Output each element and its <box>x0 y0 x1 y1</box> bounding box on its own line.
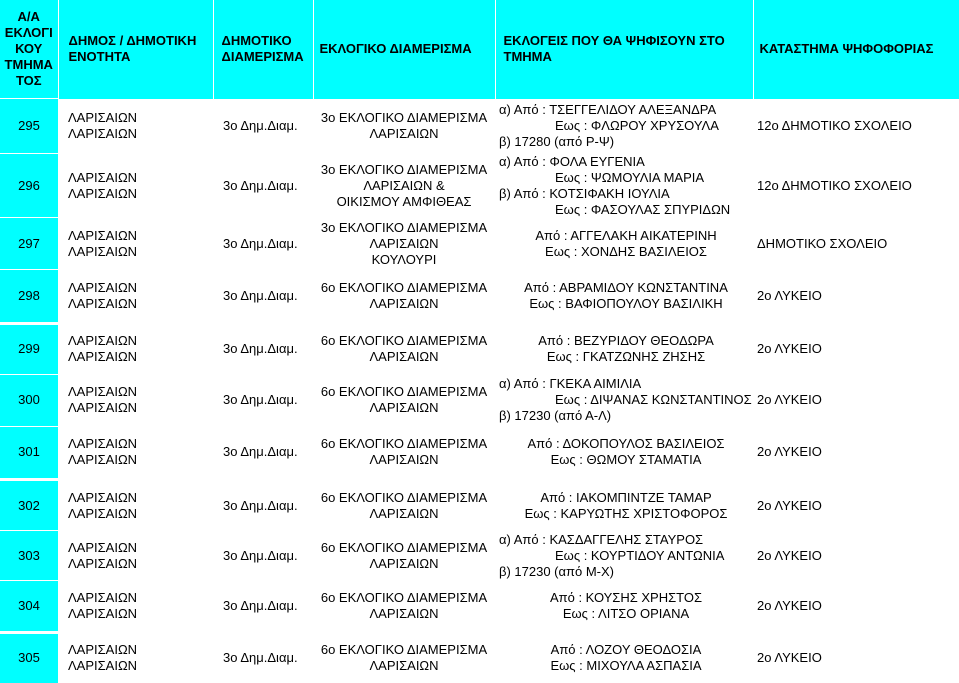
voters-range-line: Από : ΔΟΚΟΠΟΥΛΟΣ ΒΑΣΙΛΕΙΟΣ <box>499 436 753 452</box>
polling-station: 2ο ΛΥΚΕΙΟ <box>757 598 959 614</box>
section-number-cell <box>0 531 58 581</box>
voters-range-line: Εως : ΜΙΧΟΥΛΑ ΑΣΠΑΣΙΑ <box>499 658 753 674</box>
voters-cell <box>495 324 753 374</box>
electoral-district-cell <box>313 374 495 426</box>
polling-station-cell <box>753 324 959 374</box>
polling-station-cell <box>753 426 959 478</box>
voters-range-line: α) Από : ΓΚΕΚΑ ΑΙΜΙΛΙΑ <box>499 376 753 392</box>
municipality-cell <box>58 324 213 374</box>
electoral-district-line: 6ο ΕΚΛΟΓΙΚΟ ΔΙΑΜΕΡΙΣΜΑ <box>313 436 495 452</box>
table-row <box>0 99 959 154</box>
electoral-district-line: ΛΑΡΙΣΑΙΩΝ <box>313 506 495 522</box>
municipal-district-cell <box>213 324 313 374</box>
header-municipality: ΔΗΜΟΣ / ΔΗΜΟΤΙΚΗ ΕΝΟΤΗΤΑ <box>58 0 213 99</box>
municipal-district-cell <box>213 154 313 218</box>
section-number: 298 <box>0 288 58 304</box>
municipality-name: ΛΑΡΙΣΑΙΩΝ <box>68 658 213 674</box>
municipality-cell <box>58 99 213 154</box>
municipal-district: 3ο Δημ.Διαμ. <box>223 598 313 614</box>
polling-station: ΔΗΜΟΤΙΚΟ ΣΧΟΛΕΙΟ <box>757 236 959 252</box>
voters-range-line: Εως : ΛΙΤΣΟ ΟΡΙΑΝΑ <box>499 606 753 622</box>
voters-range-line: Από : ΛΟΖΟΥ ΘΕΟΔΟΣΙΑ <box>499 642 753 658</box>
electoral-district-line: ΛΑΡΙΣΑΙΩΝ <box>313 556 495 572</box>
voters-range-line: Από : ΑΓΓΕΛΑΚΗ ΑΙΚΑΤΕΡΙΝΗ <box>499 228 753 244</box>
electoral-district-cell <box>313 218 495 270</box>
voters-range-line: Εως : ΦΛΩΡΟΥ ΧΡΥΣΟΥΛΑ <box>499 118 753 134</box>
electoral-district-line: 6ο ΕΚΛΟΓΙΚΟ ΔΙΑΜΕΡΙΣΜΑ <box>313 384 495 400</box>
table-header <box>0 0 959 99</box>
table-row <box>0 581 959 631</box>
table-row <box>0 633 959 683</box>
electoral-district-cell <box>313 531 495 581</box>
polling-station: 2ο ΛΥΚΕΙΟ <box>757 444 959 460</box>
polling-station-cell <box>753 99 959 154</box>
polling-station-cell <box>753 154 959 218</box>
electoral-district-line: ΚΟΥΛΟΥΡΙ <box>313 252 495 268</box>
table-row <box>0 154 959 218</box>
voters-range-line: Από : ΚΟΥΣΗΣ ΧΡΗΣΤΟΣ <box>499 590 753 606</box>
municipality-cell <box>58 633 213 683</box>
electoral-district-line: ΛΑΡΙΣΑΙΩΝ <box>313 658 495 674</box>
electoral-district-line: ΛΑΡΙΣΑΙΩΝ <box>313 349 495 365</box>
electoral-district-cell <box>313 154 495 218</box>
voters-range-line: Από : ΙΑΚΟΜΠΙΝΤΖΕ ΤΑΜΑΡ <box>499 490 753 506</box>
electoral-district-cell <box>313 270 495 322</box>
municipal-district: 3ο Δημ.Διαμ. <box>223 288 313 304</box>
municipal-district-cell <box>213 218 313 270</box>
voters-cell <box>495 374 753 426</box>
electoral-district-line: 6ο ΕΚΛΟΓΙΚΟ ΔΙΑΜΕΡΙΣΜΑ <box>313 540 495 556</box>
voters-range-line: Εως : ΒΑΦΙΟΠΟΥΛΟΥ ΒΑΣΙΛΙΚΗ <box>499 296 753 312</box>
electoral-district-line: 6ο ΕΚΛΟΓΙΚΟ ΔΙΑΜΕΡΙΣΜΑ <box>313 280 495 296</box>
section-number-cell <box>0 633 58 683</box>
section-number-cell <box>0 481 58 531</box>
table-row <box>0 426 959 478</box>
polling-station-cell <box>753 531 959 581</box>
section-number: 296 <box>0 178 58 194</box>
electoral-district-cell <box>313 426 495 478</box>
polling-station-cell <box>753 633 959 683</box>
voters-cell <box>495 218 753 270</box>
municipal-district-cell <box>213 426 313 478</box>
voters-range-line: α) Από : ΦΟΛΑ ΕΥΓΕΝΙΑ <box>499 154 753 170</box>
municipality-cell <box>58 218 213 270</box>
municipal-district-cell <box>213 481 313 531</box>
section-number-cell <box>0 581 58 631</box>
municipality-name: ΛΑΡΙΣΑΙΩΝ <box>68 110 213 126</box>
voters-range-line: α) Από : ΚΑΣΔΑΓΓΕΛΗΣ ΣΤΑΥΡΟΣ <box>499 532 753 548</box>
polling-station-cell <box>753 218 959 270</box>
section-number-cell <box>0 374 58 426</box>
voters-range-line: Εως : ΨΩΜΟΥΛΙΑ ΜΑΡΙΑ <box>499 170 753 186</box>
electoral-district-line: 3ο ΕΚΛΟΓΙΚΟ ΔΙΑΜΕΡΙΣΜΑ <box>313 220 495 236</box>
municipal-district: 3ο Δημ.Διαμ. <box>223 178 313 194</box>
municipality-name: ΛΑΡΙΣΑΙΩΝ <box>68 126 213 142</box>
electoral-district-line: 6ο ΕΚΛΟΓΙΚΟ ΔΙΑΜΕΡΙΣΜΑ <box>313 490 495 506</box>
voters-cell <box>495 531 753 581</box>
municipality-name: ΛΑΡΙΣΑΙΩΝ <box>68 333 213 349</box>
municipality-name: ΛΑΡΙΣΑΙΩΝ <box>68 590 213 606</box>
voters-cell <box>495 426 753 478</box>
municipal-district-cell <box>213 531 313 581</box>
voters-range-line: β) 17280 (από Ρ-Ψ) <box>499 134 753 150</box>
municipal-district: 3ο Δημ.Διαμ. <box>223 392 313 408</box>
electoral-district-line: 3ο ΕΚΛΟΓΙΚΟ ΔΙΑΜΕΡΙΣΜΑ <box>313 110 495 126</box>
polling-station: 12ο ΔΗΜΟΤΙΚΟ ΣΧΟΛΕΙΟ <box>757 178 959 194</box>
section-number: 301 <box>0 444 58 460</box>
municipality-name: ΛΑΡΙΣΑΙΩΝ <box>68 244 213 260</box>
polling-station: 2ο ΛΥΚΕΙΟ <box>757 341 959 357</box>
section-number: 299 <box>0 341 58 357</box>
electoral-district-line: ΛΑΡΙΣΑΙΩΝ <box>313 236 495 252</box>
voters-cell <box>495 154 753 218</box>
municipality-cell <box>58 270 213 322</box>
section-number-cell <box>0 426 58 478</box>
municipality-name: ΛΑΡΙΣΑΙΩΝ <box>68 280 213 296</box>
electoral-district-line: 6ο ΕΚΛΟΓΙΚΟ ΔΙΑΜΕΡΙΣΜΑ <box>313 642 495 658</box>
polling-station-cell <box>753 581 959 631</box>
header-municipal-district: ΔΗΜΟΤΙΚΟ ΔΙΑΜΕΡΙΣΜΑ <box>213 0 313 99</box>
voters-range-line: Εως : ΔΙΨΑΝΑΣ ΚΩΝΣΤΑΝΤΙΝΟΣ <box>499 392 753 408</box>
municipality-cell <box>58 374 213 426</box>
voters-range-line: Εως : ΓΚΑΤΖΩΝΗΣ ΖΗΣΗΣ <box>499 349 753 365</box>
polling-station: 2ο ΛΥΚΕΙΟ <box>757 498 959 514</box>
electoral-district-line: 3ο ΕΚΛΟΓΙΚΟ ΔΙΑΜΕΡΙΣΜΑ <box>313 162 495 178</box>
municipal-district-cell <box>213 374 313 426</box>
polling-station-cell <box>753 374 959 426</box>
electoral-district-line: ΛΑΡΙΣΑΙΩΝ <box>313 296 495 312</box>
municipality-name: ΛΑΡΙΣΑΙΩΝ <box>68 490 213 506</box>
municipal-district: 3ο Δημ.Διαμ. <box>223 341 313 357</box>
electoral-district-line: ΛΑΡΙΣΑΙΩΝ <box>313 606 495 622</box>
municipality-cell <box>58 154 213 218</box>
municipality-name: ΛΑΡΙΣΑΙΩΝ <box>68 384 213 400</box>
section-number-cell <box>0 270 58 322</box>
municipal-district-cell <box>213 581 313 631</box>
section-number: 304 <box>0 598 58 614</box>
municipality-name: ΛΑΡΙΣΑΙΩΝ <box>68 642 213 658</box>
municipality-cell <box>58 426 213 478</box>
section-number-cell <box>0 99 58 154</box>
municipality-name: ΛΑΡΙΣΑΙΩΝ <box>68 506 213 522</box>
table-body <box>0 99 959 683</box>
header-electoral-district: ΕΚΛΟΓΙΚΟ ΔΙΑΜΕΡΙΣΜΑ <box>313 0 495 99</box>
section-number-cell <box>0 324 58 374</box>
polling-station-cell <box>753 481 959 531</box>
header-voters: ΕΚΛΟΓΕΙΣ ΠΟΥ ΘΑ ΨΗΦΙΣΟΥΝ ΣΤΟ ΤΜΗΜΑ <box>495 0 753 99</box>
header-section-number: Α/Α ΕΚΛΟΓΙ ΚΟΥ ΤΜΗΜΑ ΤΟΣ <box>0 0 58 99</box>
polling-station: 2ο ΛΥΚΕΙΟ <box>757 288 959 304</box>
municipality-name: ΛΑΡΙΣΑΙΩΝ <box>68 186 213 202</box>
municipality-name: ΛΑΡΙΣΑΙΩΝ <box>68 400 213 416</box>
municipality-name: ΛΑΡΙΣΑΙΩΝ <box>68 296 213 312</box>
voters-range-line: α) Από : ΤΣΕΓΓΕΛΙΔΟΥ ΑΛΕΞΑΝΔΡΑ <box>499 102 753 118</box>
section-number: 303 <box>0 548 58 564</box>
electoral-district-line: ΟΙΚΙΣΜΟΥ ΑΜΦΙΘΕΑΣ <box>313 194 495 210</box>
municipality-name: ΛΑΡΙΣΑΙΩΝ <box>68 228 213 244</box>
voters-range-line: Εως : ΚΟΥΡΤΙΔΟΥ ΑΝΤΩΝΙΑ <box>499 548 753 564</box>
polling-station-cell <box>753 270 959 322</box>
municipality-name: ΛΑΡΙΣΑΙΩΝ <box>68 452 213 468</box>
section-number: 297 <box>0 236 58 252</box>
section-number: 305 <box>0 650 58 666</box>
municipal-district: 3ο Δημ.Διαμ. <box>223 548 313 564</box>
table-row <box>0 218 959 270</box>
voters-range-line: Εως : ΦΑΣΟΥΛΑΣ ΣΠΥΡΙΔΩΝ <box>499 202 753 218</box>
voters-range-line: Από : ΒΕΖΥΡΙΔΟΥ ΘΕΟΔΩΡΑ <box>499 333 753 349</box>
polling-station: 2ο ΛΥΚΕΙΟ <box>757 548 959 564</box>
municipal-district: 3ο Δημ.Διαμ. <box>223 650 313 666</box>
electoral-district-line: ΛΑΡΙΣΑΙΩΝ <box>313 452 495 468</box>
section-number-cell <box>0 218 58 270</box>
electoral-district-line: ΛΑΡΙΣΑΙΩΝ & <box>313 178 495 194</box>
electoral-district-line: ΛΑΡΙΣΑΙΩΝ <box>313 400 495 416</box>
voters-range-line: β) Από : ΚΟΤΣΙΦΑΚΗ ΙΟΥΛΙΑ <box>499 186 753 202</box>
municipality-name: ΛΑΡΙΣΑΙΩΝ <box>68 170 213 186</box>
voters-cell <box>495 581 753 631</box>
municipal-district-cell <box>213 633 313 683</box>
voters-range-line: β) 17230 (από Α-Λ) <box>499 408 753 424</box>
header-polling-station: ΚΑΤΑΣΤΗΜΑ ΨΗΦΟΦΟΡΙΑΣ <box>753 0 959 99</box>
voters-cell <box>495 481 753 531</box>
electoral-district-line: 6ο ΕΚΛΟΓΙΚΟ ΔΙΑΜΕΡΙΣΜΑ <box>313 590 495 606</box>
voters-range-line: Από : ΑΒΡΑΜΙΔΟΥ ΚΩΝΣΤΑΝΤΙΝΑ <box>499 280 753 296</box>
municipality-cell <box>58 481 213 531</box>
section-number: 295 <box>0 118 58 134</box>
voters-range-line: Εως : ΧΟΝΔΗΣ ΒΑΣΙΛΕΙΟΣ <box>499 244 753 260</box>
electoral-district-cell <box>313 633 495 683</box>
municipal-district-cell <box>213 270 313 322</box>
electoral-district-cell <box>313 99 495 154</box>
polling-station: 2ο ΛΥΚΕΙΟ <box>757 392 959 408</box>
municipal-district-cell <box>213 99 313 154</box>
municipal-district: 3ο Δημ.Διαμ. <box>223 498 313 514</box>
municipality-name: ΛΑΡΙΣΑΙΩΝ <box>68 436 213 452</box>
municipality-name: ΛΑΡΙΣΑΙΩΝ <box>68 556 213 572</box>
electoral-district-line: 6ο ΕΚΛΟΓΙΚΟ ΔΙΑΜΕΡΙΣΜΑ <box>313 333 495 349</box>
municipal-district: 3ο Δημ.Διαμ. <box>223 118 313 134</box>
municipal-district: 3ο Δημ.Διαμ. <box>223 236 313 252</box>
municipality-cell <box>58 581 213 631</box>
electoral-district-cell <box>313 481 495 531</box>
electoral-district-cell <box>313 581 495 631</box>
voters-range-line: β) 17230 (από Μ-Χ) <box>499 564 753 580</box>
municipality-name: ΛΑΡΙΣΑΙΩΝ <box>68 349 213 365</box>
table-row <box>0 324 959 374</box>
electoral-district-cell <box>313 324 495 374</box>
municipality-cell <box>58 531 213 581</box>
voters-cell <box>495 99 753 154</box>
section-number: 302 <box>0 498 58 514</box>
municipal-district: 3ο Δημ.Διαμ. <box>223 444 313 460</box>
municipality-name: ΛΑΡΙΣΑΙΩΝ <box>68 540 213 556</box>
electoral-district-line: ΛΑΡΙΣΑΙΩΝ <box>313 126 495 142</box>
section-number: 300 <box>0 392 58 408</box>
table-row <box>0 481 959 531</box>
polling-station: 2ο ΛΥΚΕΙΟ <box>757 650 959 666</box>
section-number-cell <box>0 154 58 218</box>
voters-range-line: Εως : ΘΩΜΟΥ ΣΤΑΜΑΤΙΑ <box>499 452 753 468</box>
table-row <box>0 270 959 322</box>
municipality-name: ΛΑΡΙΣΑΙΩΝ <box>68 606 213 622</box>
voters-cell <box>495 270 753 322</box>
polling-station: 12ο ΔΗΜΟΤΙΚΟ ΣΧΟΛΕΙΟ <box>757 118 959 134</box>
voters-range-line: Εως : ΚΑΡΥΩΤΗΣ ΧΡΙΣΤΟΦΟΡΟΣ <box>499 506 753 522</box>
voters-cell <box>495 633 753 683</box>
table-row <box>0 531 959 581</box>
table-row <box>0 374 959 426</box>
